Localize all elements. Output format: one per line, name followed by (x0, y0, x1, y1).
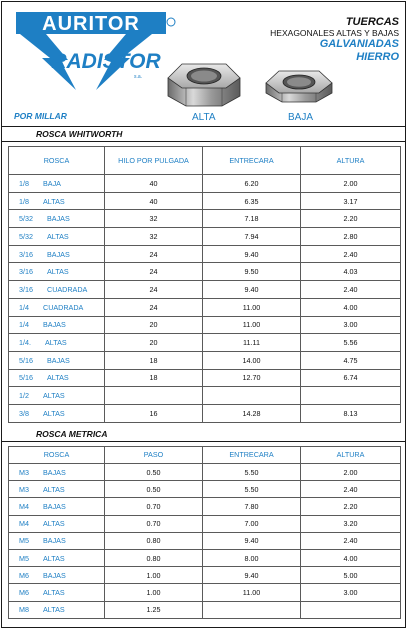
altura-cell: 5.56 (301, 334, 401, 352)
rosca-type: ALTAS (43, 587, 65, 597)
hilo-cell: 20 (105, 316, 203, 334)
paso-cell: 1.25 (105, 601, 203, 618)
table-row (9, 175, 401, 193)
entrecara-cell: 14.00 (203, 351, 301, 369)
paso-cell: 0.50 (105, 464, 203, 481)
entrecara-cell: 7.00 (203, 515, 301, 532)
price-unit-note: POR MILLAR (14, 111, 67, 121)
column-header: ENTRECARA (203, 447, 301, 464)
entrecara-cell: 11.00 (203, 298, 301, 316)
altura-cell (301, 387, 401, 405)
altura-cell: 2.20 (301, 498, 401, 515)
table-row (9, 601, 401, 618)
altura-cell: 3.00 (301, 584, 401, 601)
rosca-size: M5 (19, 553, 29, 563)
table-row (9, 245, 401, 263)
entrecara-cell: 12.70 (203, 369, 301, 387)
altura-cell: 2.00 (301, 175, 401, 193)
entrecara-cell: 11.00 (203, 584, 301, 601)
rosca-type: BAJAS (43, 501, 66, 511)
rosca-type: ALTAS (43, 605, 65, 615)
rosca-size: 1/4. (19, 338, 31, 348)
table-row (9, 192, 401, 210)
paso-cell: 0.80 (105, 549, 203, 566)
logo-top-text: AURITOR (42, 13, 140, 35)
entrecara-cell (203, 387, 301, 405)
altura-cell: 2.40 (301, 532, 401, 549)
entrecara-cell: 9.40 (203, 567, 301, 584)
rosca-type: BAJAS (43, 320, 66, 330)
rosca-type: ALTAS (43, 408, 65, 418)
table-row (9, 263, 401, 281)
price-sheet (1, 1, 406, 628)
hilo-cell: 18 (105, 369, 203, 387)
altura-cell: 3.17 (301, 192, 401, 210)
paso-cell: 0.80 (105, 532, 203, 549)
header (2, 2, 405, 126)
section-title-metrica: ROSCA METRICA (2, 427, 405, 442)
altura-cell: 2.40 (301, 245, 401, 263)
paso-cell: 1.00 (105, 567, 203, 584)
entrecara-cell: 5.50 (203, 464, 301, 481)
hilo-cell: 32 (105, 228, 203, 246)
logo-bottom-text: RADISTOR (51, 50, 161, 73)
rosca-cell (9, 316, 105, 334)
hilo-cell: 24 (105, 263, 203, 281)
table-row (9, 584, 401, 601)
rosca-size: M8 (19, 605, 29, 615)
rosca-cell (9, 584, 105, 601)
entrecara-cell: 7.80 (203, 498, 301, 515)
entrecara-cell: 7.18 (203, 210, 301, 228)
rosca-size: 3/8 (19, 408, 29, 418)
table-row (9, 334, 401, 352)
metrica-table (8, 446, 401, 619)
rosca-type: BAJAS (43, 467, 66, 477)
column-header: HILO POR PULGADA (105, 147, 203, 175)
column-header: ALTURA (301, 147, 401, 175)
entrecara-cell: 6.35 (203, 192, 301, 210)
rosca-cell (9, 515, 105, 532)
rosca-size: M6 (19, 570, 29, 580)
altura-cell: 2.00 (301, 464, 401, 481)
rosca-cell (9, 549, 105, 566)
entrecara-cell: 9.40 (203, 532, 301, 549)
table-row (9, 369, 401, 387)
table-row (9, 404, 401, 422)
product-title (270, 16, 399, 64)
rosca-type: BAJAS (47, 249, 70, 259)
rosca-cell (9, 281, 105, 299)
table-row (9, 298, 401, 316)
rosca-cell (9, 263, 105, 281)
rosca-cell (9, 498, 105, 515)
hilo-cell: 40 (105, 175, 203, 193)
rosca-size: 1/4 (19, 302, 29, 312)
column-header: ENTRECARA (203, 147, 301, 175)
rosca-cell (9, 387, 105, 405)
entrecara-cell (203, 601, 301, 618)
altura-cell: 6.74 (301, 369, 401, 387)
table-row (9, 316, 401, 334)
rosca-size: 1/8 (19, 196, 29, 206)
table-row (9, 387, 401, 405)
hilo-cell: 18 (105, 351, 203, 369)
paso-cell: 0.50 (105, 481, 203, 498)
entrecara-cell: 9.50 (203, 263, 301, 281)
altura-cell: 3.20 (301, 515, 401, 532)
altura-cell: 2.20 (301, 210, 401, 228)
rosca-size: M6 (19, 587, 29, 597)
table-row (9, 281, 401, 299)
hilo-cell: 32 (105, 210, 203, 228)
rosca-size: 1/8 (19, 178, 29, 188)
hilo-cell: 24 (105, 281, 203, 299)
table-row (9, 228, 401, 246)
rosca-type: ALTAS (43, 391, 65, 401)
title-line-3: GALVANIADAS (319, 38, 399, 51)
whitworth-table (8, 146, 401, 423)
table-row (9, 549, 401, 566)
rosca-cell (9, 404, 105, 422)
rosca-type: ALTAS (43, 553, 65, 563)
altura-cell: 3.00 (301, 316, 401, 334)
rosca-cell (9, 464, 105, 481)
rosca-type: ALTAS (43, 196, 65, 206)
altura-cell: 5.00 (301, 567, 401, 584)
entrecara-cell: 9.40 (203, 245, 301, 263)
title-line-4: HIERRO (356, 51, 399, 64)
entrecara-cell: 11.00 (203, 316, 301, 334)
rosca-size: M3 (19, 484, 29, 494)
rosca-cell (9, 245, 105, 263)
rosca-type: BAJAS (43, 536, 66, 546)
column-header: ROSCA (9, 447, 105, 464)
table-row (9, 210, 401, 228)
table-row (9, 351, 401, 369)
altura-cell: 4.00 (301, 549, 401, 566)
paso-cell: 0.70 (105, 498, 203, 515)
table-row (9, 567, 401, 584)
altura-cell (301, 601, 401, 618)
rosca-size: 3/16 (19, 267, 33, 277)
paso-cell: 0.70 (105, 515, 203, 532)
rosca-type: ALTAS (43, 519, 65, 529)
rosca-type: ALTAS (43, 484, 65, 494)
rosca-type: BAJAS (43, 570, 66, 580)
rosca-size: M5 (19, 536, 29, 546)
altura-cell: 2.40 (301, 481, 401, 498)
rosca-cell (9, 175, 105, 193)
table-row (9, 532, 401, 549)
title-line-2: HEXAGONALES ALTAS Y BAJAS (270, 27, 399, 38)
rosca-cell (9, 192, 105, 210)
hilo-cell: 40 (105, 192, 203, 210)
table-row (9, 464, 401, 481)
altura-cell: 2.40 (301, 281, 401, 299)
rosca-type: CUADRADA (43, 302, 84, 312)
rosca-cell (9, 228, 105, 246)
rosca-size: 5/32 (19, 231, 33, 241)
hex-nut-baja-icon (262, 66, 336, 106)
rosca-cell (9, 601, 105, 618)
altura-cell: 4.03 (301, 263, 401, 281)
rosca-size: M4 (19, 519, 29, 529)
rosca-type: ALTAS (47, 267, 69, 277)
rosca-size: M3 (19, 467, 29, 477)
rosca-cell (9, 351, 105, 369)
hilo-cell: 24 (105, 298, 203, 316)
altura-cell: 8.13 (301, 404, 401, 422)
altura-cell: 4.00 (301, 298, 401, 316)
rosca-size: 3/16 (19, 249, 33, 259)
rosca-cell (9, 298, 105, 316)
rosca-type: CUADRADA (47, 284, 88, 294)
rosca-size: 3/16 (19, 284, 33, 294)
entrecara-cell: 9.40 (203, 281, 301, 299)
altura-cell: 2.80 (301, 228, 401, 246)
entrecara-cell: 14.28 (203, 404, 301, 422)
hilo-cell: 20 (105, 334, 203, 352)
rosca-type: BAJA (43, 178, 61, 188)
rosca-cell (9, 567, 105, 584)
rosca-size: 5/16 (19, 355, 33, 365)
column-header: PASO (105, 447, 203, 464)
entrecara-cell: 5.50 (203, 481, 301, 498)
rosca-cell (9, 532, 105, 549)
altura-cell: 4.75 (301, 351, 401, 369)
rosca-type: ALTAS (47, 373, 69, 383)
table-header-row (9, 147, 401, 175)
entrecara-cell: 6.20 (203, 175, 301, 193)
hilo-cell: 16 (105, 404, 203, 422)
table-header-row (9, 447, 401, 464)
hex-nut-alta-icon (164, 58, 244, 110)
rosca-cell (9, 369, 105, 387)
rosca-type: BAJAS (47, 214, 70, 224)
table-row (9, 481, 401, 498)
entrecara-cell: 11.11 (203, 334, 301, 352)
rosca-size: M4 (19, 501, 29, 511)
section-title-whitworth: ROSCA WHITWORTH (2, 127, 405, 142)
hilo-cell: 24 (105, 245, 203, 263)
rosca-size: 1/2 (19, 391, 29, 401)
rosca-size: 5/32 (19, 214, 33, 224)
rosca-cell (9, 334, 105, 352)
nut-alta-label: ALTA (192, 112, 216, 123)
entrecara-cell: 7.94 (203, 228, 301, 246)
hilo-cell (105, 387, 203, 405)
paso-cell: 1.00 (105, 584, 203, 601)
rosca-size: 1/4 (19, 320, 29, 330)
rosca-type: ALTAS (47, 231, 69, 241)
nut-baja-label: BAJA (288, 112, 314, 123)
rosca-cell (9, 210, 105, 228)
logo-suffix: s.a. (134, 74, 143, 80)
table-row (9, 498, 401, 515)
rosca-type: ALTAS (45, 338, 67, 348)
title-line-1: TUERCAS (345, 16, 399, 28)
column-header: ALTURA (301, 447, 401, 464)
column-header: ROSCA (9, 147, 105, 175)
entrecara-cell: 8.00 (203, 549, 301, 566)
rosca-cell (9, 481, 105, 498)
table-row (9, 515, 401, 532)
registered-mark-icon (167, 18, 175, 26)
rosca-type: BAJAS (47, 355, 70, 365)
rosca-size: 5/16 (19, 373, 33, 383)
